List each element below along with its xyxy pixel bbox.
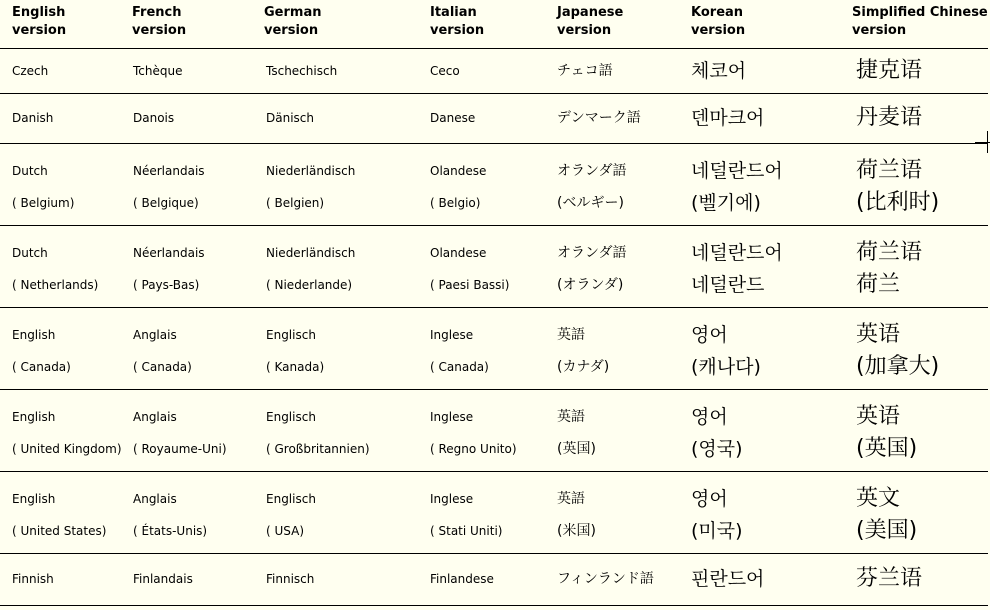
cell-korean-r8-line1: 핀란드어 bbox=[691, 568, 765, 590]
cell-korean-r3-line1: 네덜란드어 bbox=[691, 160, 783, 182]
cell-chinese-r8-line1: 芬兰语 bbox=[856, 566, 923, 591]
cell-french-r7-line2: ( États-Unis) bbox=[133, 524, 208, 538]
cell-english-r2-line1: Danish bbox=[12, 111, 54, 125]
cell-chinese-r3-line2: (比利时) bbox=[856, 190, 940, 215]
header-italian-line2: version bbox=[430, 23, 485, 38]
row-divider bbox=[0, 307, 988, 308]
cell-german-r4-line2: ( Niederlande) bbox=[266, 278, 353, 292]
cell-japanese-r5-line2: (カナダ) bbox=[557, 359, 610, 375]
cell-italian-r5-line2: ( Canada) bbox=[430, 360, 489, 374]
cell-italian-r1-line1: Ceco bbox=[430, 64, 460, 78]
cell-english-r1-line1: Czech bbox=[12, 64, 49, 78]
cell-japanese-r1-line1: チェコ語 bbox=[557, 63, 613, 79]
cell-japanese-r3-line2: (ベルギー) bbox=[557, 195, 624, 211]
row-divider bbox=[0, 389, 988, 390]
cell-french-r2-line1: Danois bbox=[133, 111, 175, 125]
cell-chinese-r3-line1: 荷兰语 bbox=[856, 158, 923, 183]
cell-french-r3-line1: Néerlandais bbox=[133, 164, 205, 178]
header-chinese-line2: version bbox=[852, 23, 907, 38]
cell-german-r5-line1: Englisch bbox=[266, 328, 316, 342]
cell-korean-r4-line1: 네덜란드어 bbox=[691, 242, 783, 264]
header-japanese-line1: Japanese bbox=[557, 5, 624, 20]
row-divider bbox=[0, 553, 988, 554]
header-english bbox=[12, 4, 66, 40]
cell-chinese-r4-line1: 荷兰语 bbox=[856, 240, 923, 265]
cell-chinese-r6-line2: (英国) bbox=[856, 436, 918, 461]
cell-japanese-r8-line1: フィンランド語 bbox=[557, 571, 654, 587]
cell-italian-r6-line1: Inglese bbox=[430, 410, 474, 424]
header-italian bbox=[430, 4, 484, 40]
cell-italian-r8-line1: Finlandese bbox=[430, 572, 494, 586]
cell-german-r4-line1: Niederländisch bbox=[266, 246, 356, 260]
cell-chinese-r5-line2: (加拿大) bbox=[856, 354, 940, 379]
cell-korean-r5-line2: (캐나다) bbox=[691, 356, 761, 378]
header-chinese-line1: Simplified Chinese bbox=[852, 5, 988, 20]
cell-french-r3-line2: ( Belgique) bbox=[133, 196, 199, 210]
header-japanese-line2: version bbox=[557, 23, 612, 38]
cell-french-r6-line1: Anglais bbox=[133, 410, 177, 424]
header-german bbox=[264, 4, 321, 40]
cell-italian-r7-line2: ( Stati Uniti) bbox=[430, 524, 503, 538]
cell-german-r2-line1: Dänisch bbox=[266, 111, 314, 125]
header-german-line2: version bbox=[264, 23, 319, 38]
cell-french-r1-line1: Tchèque bbox=[133, 64, 183, 78]
cell-korean-r6-line1: 영어 bbox=[691, 406, 728, 428]
header-chinese bbox=[852, 4, 988, 40]
cell-english-r6-line1: English bbox=[12, 410, 56, 424]
row-divider bbox=[0, 225, 988, 226]
cell-korean-r4-line2: 네덜란드 bbox=[691, 274, 765, 296]
cell-italian-r3-line2: ( Belgio) bbox=[430, 196, 481, 210]
header-korean-line1: Korean bbox=[691, 5, 744, 20]
cell-italian-r4-line1: Olandese bbox=[430, 246, 487, 260]
cell-chinese-r7-line1: 英文 bbox=[856, 486, 901, 511]
cell-french-r6-line2: ( Royaume-Uni) bbox=[133, 442, 227, 456]
header-english-line1: English bbox=[12, 5, 66, 20]
header-korean-line2: version bbox=[691, 23, 746, 38]
header-divider bbox=[0, 48, 988, 49]
cell-chinese-r7-line2: (美国) bbox=[856, 518, 918, 543]
cell-english-r5-line2: ( Canada) bbox=[12, 360, 71, 374]
cell-chinese-r5-line1: 英语 bbox=[856, 322, 901, 347]
cell-french-r7-line1: Anglais bbox=[133, 492, 177, 506]
cell-italian-r5-line1: Inglese bbox=[430, 328, 474, 342]
cell-english-r5-line1: English bbox=[12, 328, 56, 342]
cell-chinese-r1-line1: 捷克语 bbox=[856, 58, 923, 83]
header-korean bbox=[691, 4, 745, 40]
header-french-line2: version bbox=[132, 23, 187, 38]
cell-english-r7-line1: English bbox=[12, 492, 56, 506]
cell-italian-r2-line1: Danese bbox=[430, 111, 476, 125]
cell-chinese-r6-line1: 英语 bbox=[856, 404, 901, 429]
cell-english-r3-line2: ( Belgium) bbox=[12, 196, 75, 210]
cell-japanese-r7-line2: (米国) bbox=[557, 523, 596, 539]
cell-german-r3-line2: ( Belgien) bbox=[266, 196, 325, 210]
row-divider bbox=[0, 143, 988, 144]
cell-french-r8-line1: Finlandais bbox=[133, 572, 193, 586]
cell-japanese-r3-line1: オランダ語 bbox=[557, 163, 627, 179]
cell-japanese-r4-line2: (オランダ) bbox=[557, 277, 624, 293]
cell-english-r8-line1: Finnish bbox=[12, 572, 54, 586]
cell-german-r7-line1: Englisch bbox=[266, 492, 316, 506]
cell-korean-r5-line1: 영어 bbox=[691, 324, 728, 346]
row-divider bbox=[0, 93, 988, 94]
cell-german-r1-line1: Tschechisch bbox=[266, 64, 338, 78]
header-german-line1: German bbox=[264, 5, 322, 20]
header-japanese bbox=[557, 4, 623, 40]
cell-japanese-r2-line1: デンマーク語 bbox=[557, 110, 641, 126]
cell-italian-r3-line1: Olandese bbox=[430, 164, 487, 178]
cell-german-r6-line1: Englisch bbox=[266, 410, 316, 424]
cell-japanese-r6-line2: (英国) bbox=[557, 441, 596, 457]
cell-german-r5-line2: ( Kanada) bbox=[266, 360, 325, 374]
cell-chinese-r2-line1: 丹麦语 bbox=[856, 105, 923, 130]
cell-chinese-r4-line2: 荷兰 bbox=[856, 272, 901, 297]
cell-french-r4-line2: ( Pays-Bas) bbox=[133, 278, 200, 292]
cell-japanese-r6-line1: 英語 bbox=[557, 409, 585, 425]
cell-german-r7-line2: ( USA) bbox=[266, 524, 305, 538]
cell-italian-r7-line1: Inglese bbox=[430, 492, 474, 506]
cell-english-r4-line1: Dutch bbox=[12, 246, 48, 260]
table-header bbox=[0, 0, 990, 48]
row-divider bbox=[0, 471, 988, 472]
cell-english-r4-line2: ( Netherlands) bbox=[12, 278, 99, 292]
cell-italian-r6-line2: ( Regno Unito) bbox=[430, 442, 517, 456]
cell-english-r7-line2: ( United States) bbox=[12, 524, 107, 538]
cell-german-r8-line1: Finnisch bbox=[266, 572, 315, 586]
cell-korean-r2-line1: 덴마크어 bbox=[691, 107, 765, 129]
cell-german-r3-line1: Niederländisch bbox=[266, 164, 356, 178]
cell-korean-r7-line1: 영어 bbox=[691, 488, 728, 510]
cell-french-r5-line2: ( Canada) bbox=[133, 360, 192, 374]
cell-english-r6-line2: ( United Kingdom) bbox=[12, 442, 122, 456]
cell-korean-r3-line2: (벨기에) bbox=[691, 192, 761, 214]
cell-japanese-r5-line1: 英語 bbox=[557, 327, 585, 343]
header-english-line2: version bbox=[12, 23, 67, 38]
cell-japanese-r4-line1: オランダ語 bbox=[557, 245, 627, 261]
cell-korean-r6-line2: (영국) bbox=[691, 438, 743, 460]
cell-korean-r1-line1: 체코어 bbox=[691, 60, 747, 82]
cell-japanese-r7-line1: 英語 bbox=[557, 491, 585, 507]
cell-french-r5-line1: Anglais bbox=[133, 328, 177, 342]
header-french-line1: French bbox=[132, 5, 182, 20]
cell-korean-r7-line2: (미국) bbox=[691, 520, 743, 542]
header-french bbox=[132, 4, 186, 40]
header-italian-line1: Italian bbox=[430, 5, 477, 20]
cell-german-r6-line2: ( Großbritannien) bbox=[266, 442, 370, 456]
cell-english-r3-line1: Dutch bbox=[12, 164, 48, 178]
cell-italian-r4-line2: ( Paesi Bassi) bbox=[430, 278, 510, 292]
cell-french-r4-line1: Néerlandais bbox=[133, 246, 205, 260]
row-divider bbox=[0, 605, 988, 606]
